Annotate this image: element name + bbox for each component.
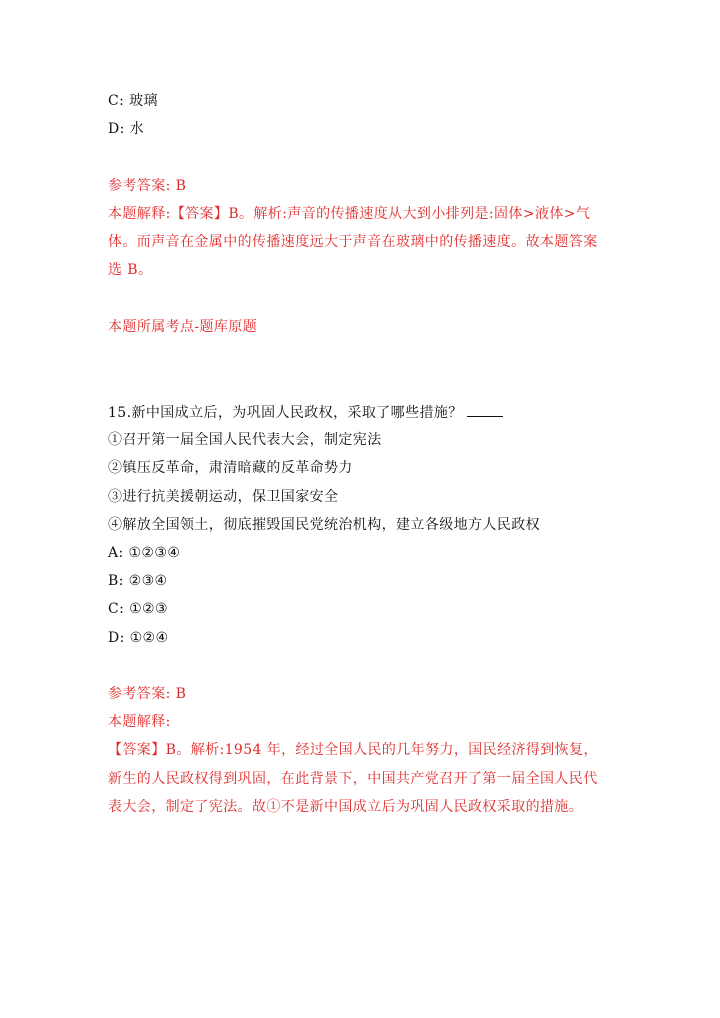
question-stem [108,402,608,423]
statement-item: ④解放全国领土，彻底摧毁国民党统治机构，建立各级地方人民政权 [108,517,540,533]
option-b: B: ②③④ [108,573,168,589]
option-c: C: 玻璃 [108,93,158,109]
explanation-line: 选 B。 [108,262,153,278]
answer-blank [467,402,503,417]
statement-item: ②镇压反革命，肃清暗藏的反革命势力 [108,460,353,476]
explanation-line: 表大会，制定了宪法。故①不是新中国成立后为巩固人民政权采取的措施。 [108,799,584,815]
explanation-line: 本题解释:【答案】B。解析:声音的传播速度从大到小排列是:固体>液体>气 [108,206,591,222]
option-d: D: 水 [108,121,144,137]
question-stem-text: 15.新中国成立后，为巩固人民政权，采取了哪些措施？ [108,405,463,421]
explanation-line: 体。而声音在金属中的传播速度远大于声音在玻璃中的传播速度。故本题答案 [108,234,598,250]
question-source: 本题所属考点-题库原题 [108,319,258,335]
option-d: D: ①②④ [108,630,169,646]
reference-answer: 参考答案: B [108,178,187,194]
option-a: A: ①②③④ [108,545,181,561]
option-c: C: ①②③ [108,601,168,617]
explanation-heading: 本题解释: [108,714,171,730]
explanation-line: 【答案】B。解析:1954 年，经过全国人民的几年努力，国民经济得到恢复， [108,742,598,758]
explanation-line: 新生的人民政权得到巩固，在此背景下，中国共产党召开了第一届全国人民代 [108,771,598,787]
statement-item: ③进行抗美援朝运动，保卫国家安全 [108,489,339,505]
reference-answer: 参考答案: B [108,686,187,702]
statement-item: ①召开第一届全国人民代表大会，制定宪法 [108,432,382,448]
